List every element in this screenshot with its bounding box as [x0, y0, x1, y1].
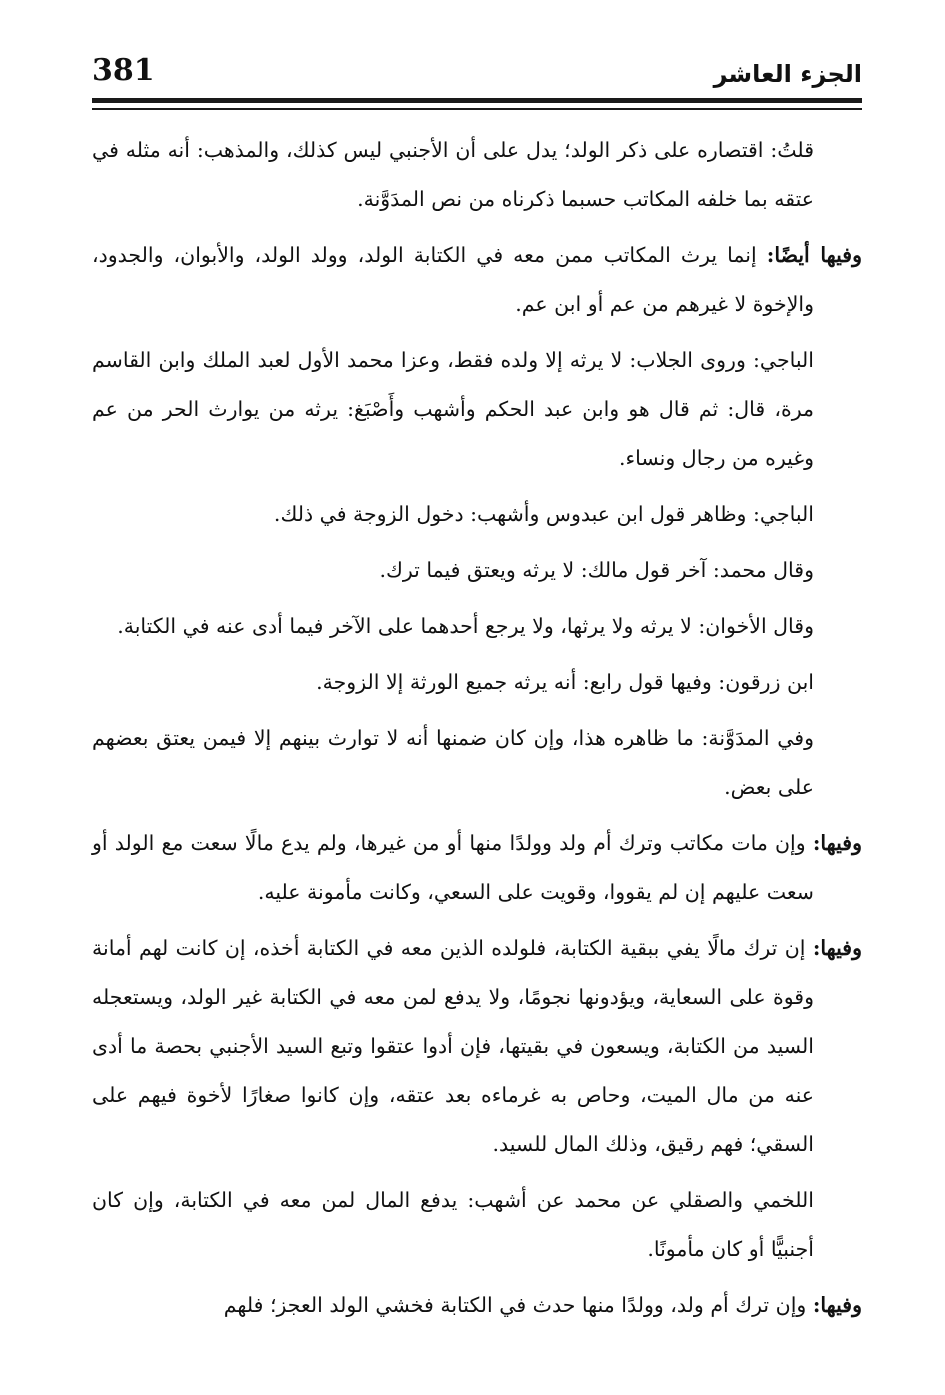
paragraph [92, 490, 862, 539]
header-rule-thick [92, 98, 862, 103]
paragraph-text: وإن ترك أم ولد، وولدًا منها حدث في الكتابة فخشي الولد العجز؛ فلهم [223, 1293, 807, 1317]
page-number: 381 [92, 53, 155, 88]
paragraph [92, 336, 862, 483]
paragraph-text: قلتُ: اقتصاره على ذكر الولد؛ يدل على أن الأجنبي ليس كذلك، والمذهب: أنه مثله في عتقه بما خلفه المكاتب حسبما ذكرناه من نص المدَوَّنة. [92, 138, 814, 211]
paragraph-lead: وفيها: [812, 1293, 862, 1317]
paragraph-text: اللخمي والصقلي عن محمد عن أشهب: يدفع المال لمن معه في الكتابة، وإن كان أجنبيًّا أو كان مأمونًا. [92, 1188, 814, 1261]
paragraph-text: الباجي: وظاهر قول ابن عبدوس وأشهب: دخول الزوجة في ذلك. [273, 502, 814, 526]
paragraph-lead: وفيها: [812, 936, 862, 960]
paragraph [92, 658, 862, 707]
paragraph-text: الباجي: وروى الجلاب: لا يرثه إلا ولده فقط، وعزا محمد الأول لعبد الملك وابن القاسم مرة، قال: ثم قال هو وابن عبد الحكم وأشهب وأَصْبَغ: يرثه من يوارث الحر من عم وغيره من رجال ونساء. [92, 348, 814, 470]
body-text [92, 126, 862, 1381]
paragraph-text: ابن زرقون: وفيها قول رابع: أنه يرثه جميع الورثة إلا الزوجة. [316, 670, 814, 694]
paragraph [92, 546, 862, 595]
running-title: الجزء العاشر [713, 60, 862, 88]
paragraph [92, 231, 862, 329]
header-rule-thin [92, 108, 862, 110]
paragraph-text: وفي المدَوَّنة: ما ظاهره هذا، وإن كان ضمنها أنه لا توارث بينهم إلا فيمن يعتق بعضهم على بعض. [92, 726, 814, 799]
paragraph [92, 1176, 862, 1274]
paragraph-text: إنما يرث المكاتب ممن معه في الكتابة الولد، وولد الولد، والأبوان، والجدود، والإخوة لا غيرهم من عم أو ابن عم. [92, 243, 814, 316]
paragraph-lead: وفيها أيضًا: [766, 243, 862, 267]
paragraph-lead: وفيها: [812, 831, 862, 855]
paragraph [92, 714, 862, 812]
paragraph-text: وقال الأخوان: لا يرثه ولا يرثها، ولا يرجع أحدهما على الآخر فيما أدى عنه في الكتابة. [117, 614, 814, 638]
paragraph [92, 819, 862, 917]
paragraph [92, 602, 862, 651]
paragraph [92, 924, 862, 1169]
paragraph-text: وإن مات مكاتب وترك أم ولد وولدًا منها أو من غيرها، ولم يدع مالًا سعت مع الولد أو سعت عليهم إن لم يقووا، وقويت على السعي، وكانت مأمونة عليه. [92, 831, 814, 904]
paragraph-text: إن ترك مالًا يفي ببقية الكتابة، فلولده الذين معه في الكتابة أخذه، إن كانت لهم أمانة وقوة على السعاية، ويؤدونها نجومًا، ولا يدفع لمن معه في الكتابة غير الولد، ويستعجله السيد من الكتابة، ويسعون في بقيتها، فإن أدوا عتقوا وتبع السيد الأجنبي بحصة ما أدى عنه من مال الميت، وحاص به غرماءه بعد عتقه، وإن كانوا صغارًا لأخوة فيهم على السقي؛ فهم رقيق، وذلك المال للسيد. [92, 936, 814, 1156]
paragraph [92, 1281, 862, 1330]
paragraph [92, 126, 862, 224]
paragraph-text: وقال محمد: آخر قول مالك: لا يرثه ويعتق فيما ترك. [379, 558, 814, 582]
